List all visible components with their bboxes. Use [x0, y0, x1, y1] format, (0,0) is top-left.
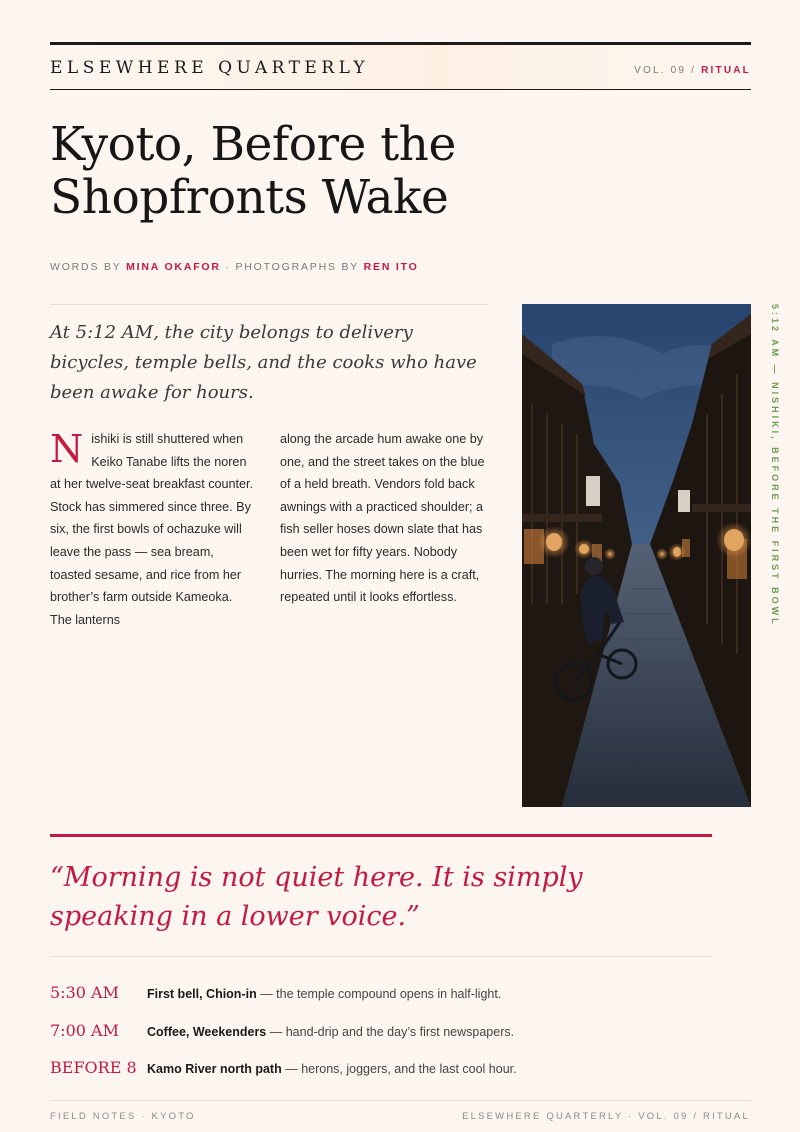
photo-caption-vertical: 5:12 AM — NISHIKI, BEFORE THE FIRST BOWL — [770, 304, 780, 627]
body-column-1-text: ishiki is still shuttered when Keiko Tanabe lifts the noren at her twelve-seat breakfast counter. Stock has simmered since three. By six, the first bowls of ochazuke will leave the pass — sea bream, toasted sesame, and rice from her brother’s farm outside Kameoka. The lanterns — [50, 432, 254, 627]
footer-right: ELSEWHERE QUARTERLY · VOL. 09 / RITUAL — [462, 1111, 750, 1122]
byline-divider — [50, 304, 488, 305]
photographer-name[interactable]: REN ITO — [363, 261, 419, 273]
schedule-time: 7:00 AM — [50, 1021, 119, 1040]
schedule-entry — [147, 1062, 517, 1076]
byline-separator: · PHOTOGRAPHS BY — [220, 261, 364, 273]
schedule-place: Kamo River north path — [147, 1062, 282, 1076]
footer-left: FIELD NOTES · KYOTO — [50, 1111, 196, 1122]
schedule-desc: — herons, joggers, and the last cool hour. — [281, 1062, 517, 1076]
drop-cap: N — [50, 427, 84, 471]
schedule-place: First bell, Chion-in — [147, 987, 257, 1001]
issue-number: VOL. 09 / — [634, 65, 702, 76]
schedule-time: 5:30 AM — [50, 983, 119, 1002]
body-column-2: along the arcade hum awake one by one, and the street takes on the blue of a held breath. Vendors fold back awnings with a practiced shoulder; a fish seller hoses down slate that has been wet for fifty years. Nobody hurries. The morning here is a craft, repeated until it looks effortless. — [280, 432, 485, 605]
title-line-1: Kyoto, Before the — [50, 117, 456, 172]
byline-words-label: WORDS BY — [50, 261, 127, 273]
schedule-desc: — the temple compound opens in half-light. — [256, 987, 502, 1001]
schedule-divider — [50, 956, 712, 957]
title-line-2: Shopfronts Wake — [50, 170, 449, 225]
schedule-place: Coffee, Weekenders — [147, 1025, 267, 1039]
street-photo — [522, 304, 751, 807]
schedule-desc: — hand-drip and the day’s first newspapers. — [266, 1025, 515, 1039]
footer-divider — [50, 1100, 751, 1101]
standfirst: At 5:12 AM, the city belongs to delivery bicycles, temple bells, and the cooks who have been awake for hours. — [50, 322, 477, 403]
schedule-entry — [147, 1025, 514, 1039]
street-photo-illustration — [522, 304, 751, 807]
body-column-1 — [50, 428, 257, 631]
schedule-row — [50, 1058, 712, 1086]
pullquote-rule — [50, 834, 712, 837]
byline — [50, 261, 419, 273]
issue-section[interactable]: RITUAL — [701, 65, 751, 76]
pull-quote: “Morning is not quiet here. It is simply speaking in a lower voice.” — [50, 862, 583, 932]
schedule-time: BEFORE 8 — [50, 1058, 137, 1077]
author-name[interactable]: MINA OKAFOR — [126, 261, 221, 273]
issue-label — [634, 65, 751, 76]
brand-name[interactable]: ELSEWHERE QUARTERLY — [50, 58, 370, 78]
masthead — [50, 42, 751, 90]
article-title — [50, 118, 510, 224]
schedule-row — [50, 983, 712, 1011]
schedule-row — [50, 1021, 712, 1049]
schedule-entry — [147, 987, 501, 1001]
